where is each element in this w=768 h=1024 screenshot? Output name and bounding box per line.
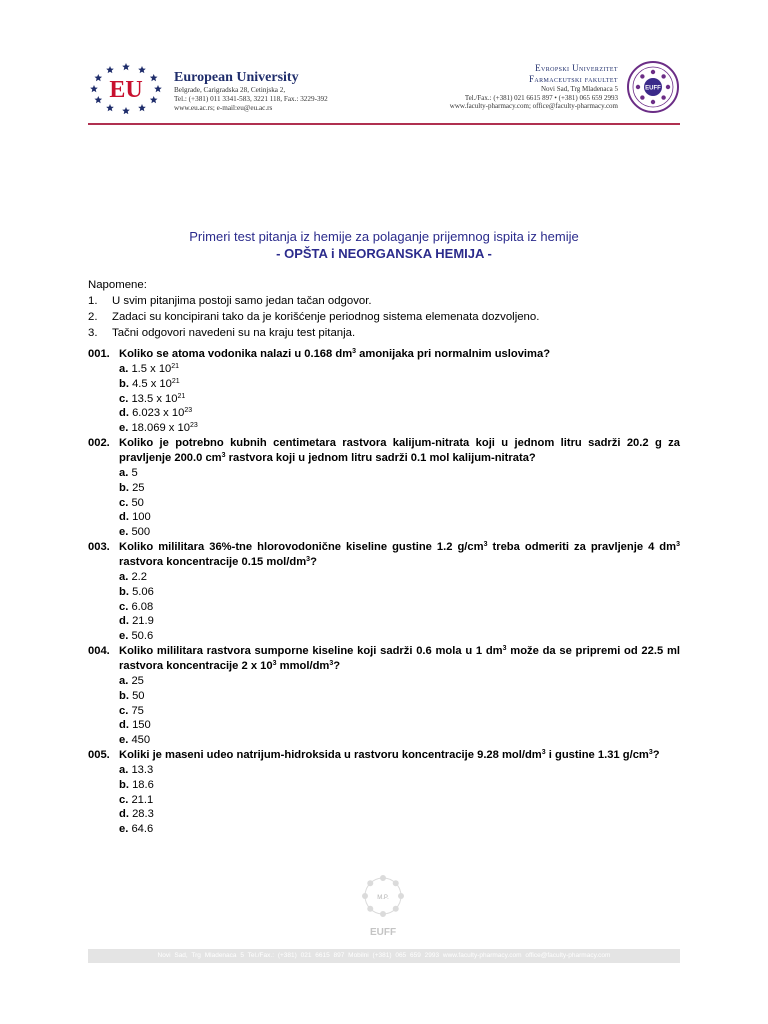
stamp-logo-text: EUFF <box>369 927 397 938</box>
note-item <box>88 293 688 309</box>
question-text-part: i gustine 1.31 g/cm <box>545 748 649 761</box>
answer-letter: b. <box>119 481 129 494</box>
seal-dot <box>398 893 404 899</box>
answer-option <box>88 822 680 837</box>
faculty-contact-block <box>378 63 618 111</box>
note-text: Tačni odgovori navedeni su na kraju test pitanja. <box>112 327 356 339</box>
answer-option <box>88 362 680 377</box>
question-text-part: ? <box>652 748 660 761</box>
answer-option <box>88 585 680 600</box>
answer-letter: a. <box>119 363 129 375</box>
question-text <box>88 644 680 674</box>
answer-letter: e. <box>119 823 129 836</box>
seal-dot <box>661 74 665 78</box>
answer-letter: b. <box>119 689 129 702</box>
answer-letter: d. <box>119 511 129 524</box>
question-text-part: ? <box>310 555 317 568</box>
answer-value: 5 <box>131 466 138 479</box>
answer-letter: e. <box>119 422 129 435</box>
footer-contact-bar: Novi Sad, Trg Mladenaca 5 Tel./Fax.: (+381) 021 6615 897 Mobilni (+381) 065 659 2993 www.faculty-pharmacy.com office@faculty-pharmacy.com <box>88 949 680 963</box>
faculty-phone: Tel./Fax.: (+381) 021 6615 897 • (+381) 065 659 2993 <box>464 93 618 102</box>
note-text: Zadaci su koncipirani tako da je korišćenje periodnog sistema elemenata dozvoljeno. <box>112 311 540 323</box>
seal-dot <box>651 70 655 74</box>
question-text <box>88 436 680 466</box>
answer-option <box>88 466 680 481</box>
answer-value: 50.6 <box>131 630 154 643</box>
question-item <box>88 644 680 748</box>
star-icon <box>150 96 158 103</box>
answer-letter: a. <box>119 674 129 687</box>
seal-dot <box>367 906 373 912</box>
answer-value: 25 <box>132 481 145 494</box>
answer-letter: c. <box>119 600 129 613</box>
seal-dot <box>380 875 386 881</box>
answer-letter: e. <box>119 734 129 747</box>
faded-seal-watermark-icon <box>350 866 416 940</box>
eu-name: European University <box>174 70 299 85</box>
answer-exponent: 21 <box>171 363 180 370</box>
star-icon <box>154 85 162 92</box>
answer-option <box>88 525 680 540</box>
answer-option <box>88 570 680 585</box>
eu-web: www.eu.ac.rs; e-mail:eu@eu.ac.rs <box>174 104 273 112</box>
faculty-university-name: Evropski Univerzitet <box>535 63 618 73</box>
answer-option <box>88 793 680 808</box>
question-text-part: amonijaka pri normalnim uslovima? <box>356 348 551 360</box>
question-text-part: rastvora koncentracije 0.15 mol/dm <box>119 555 307 568</box>
answer-value: 25 <box>131 674 144 687</box>
seal-dot <box>640 95 644 99</box>
answer-value: 13.5 x 10 <box>131 392 178 405</box>
seal-dot <box>661 95 665 99</box>
answer-letter: c. <box>119 704 129 717</box>
answer-value: 1.5 x 10 <box>131 363 172 375</box>
question-item <box>88 748 680 837</box>
answer-letter: a. <box>119 466 129 479</box>
answer-value: 5.06 <box>132 585 154 598</box>
answer-letter: d. <box>119 615 129 628</box>
note-number: 1. <box>88 295 98 307</box>
answer-option <box>88 510 680 525</box>
question-text <box>88 748 680 763</box>
answer-value: 64.6 <box>131 823 154 836</box>
seal-dot <box>636 85 640 89</box>
note-number: 2. <box>88 311 98 323</box>
answer-exponent: 23 <box>184 407 193 415</box>
answer-value: 50 <box>131 496 144 509</box>
superscript: 3 <box>541 748 546 756</box>
star-icon <box>90 85 98 92</box>
title-line-2: - OPŠTA i NEORGANSKA HEMIJA - <box>276 246 492 261</box>
superscript: 3 <box>648 748 653 756</box>
answer-letter: a. <box>119 763 129 776</box>
star-icon <box>94 96 102 103</box>
answer-letter: a. <box>119 570 129 583</box>
question-text-part: može da se pripremi od 22.5 ml rastvora koncentracije 2 x 10 <box>119 644 680 672</box>
star-icon <box>138 66 146 73</box>
question-text-part: mmol/dm <box>276 659 330 672</box>
star-icon <box>122 63 130 70</box>
letterhead <box>88 60 680 122</box>
stamp-text: M.P. <box>377 895 389 901</box>
question-number: 005. <box>88 748 110 761</box>
seal-dot <box>393 906 399 912</box>
seal-dot <box>393 880 399 886</box>
answer-value: 150 <box>132 719 151 732</box>
superscript: 3 <box>352 348 357 355</box>
question-text-part: Koliko mililitara rastvora sumporne kiseline koji sadrži 0.6 mola u 1 dm <box>119 644 503 657</box>
faculty-pharmacy-seal-icon <box>626 60 680 114</box>
seal-dot <box>640 74 644 78</box>
answer-option <box>88 377 680 392</box>
answer-value: 18.6 <box>132 778 154 791</box>
star-icon <box>138 104 146 111</box>
star-icon <box>150 74 158 81</box>
seal-dot <box>367 880 373 886</box>
question-text-part: Koliko se atoma vodonika nalazi u 0.168 dm <box>119 348 353 360</box>
answer-letter: b. <box>119 585 129 598</box>
eu-logo-text: EU <box>109 77 143 103</box>
answer-letter: c. <box>119 496 129 509</box>
answer-letter: b. <box>119 778 129 791</box>
eu-address: Belgrade, Carigradska 28, Cetinjska 2, <box>174 86 286 94</box>
answer-exponent: 21 <box>177 392 186 400</box>
answer-value: 450 <box>131 734 151 747</box>
faculty-seal-text: EUFF <box>645 85 661 92</box>
answer-option <box>88 421 680 436</box>
answer-exponent: 21 <box>171 377 180 385</box>
faculty-web: www.faculty-pharmacy.com; office@faculty-pharmacy.com <box>449 102 618 110</box>
superscript: 3 <box>676 540 680 548</box>
superscript: 3 <box>483 540 488 548</box>
answer-option <box>88 689 680 704</box>
notes-heading: Napomene: <box>88 279 147 291</box>
answer-value: 6.08 <box>131 600 154 613</box>
question-text <box>88 540 680 570</box>
answer-value: 18.069 x 10 <box>131 422 190 435</box>
question-number: 003. <box>88 540 110 553</box>
answer-value: 28.3 <box>132 808 154 821</box>
seal-dot <box>651 100 655 104</box>
answer-exponent: 23 <box>189 422 198 430</box>
answer-value: 6.023 x 10 <box>132 407 185 420</box>
answer-option <box>88 496 680 511</box>
note-text: U svim pitanjima postoji samo jedan tačan odgovor. <box>112 295 372 307</box>
question-text-part: ? <box>333 659 341 672</box>
note-item <box>88 309 688 325</box>
answer-letter: c. <box>119 793 129 806</box>
question-text-part: Koliki je maseni udeo natrijum-hidroksida u rastvoru koncentracije 9.28 mol/dm <box>119 748 542 761</box>
answer-value: 4.5 x 10 <box>132 377 172 390</box>
answer-option <box>88 704 680 719</box>
question-number: 001. <box>88 348 110 360</box>
note-item <box>88 325 688 341</box>
answer-letter: b. <box>119 377 129 390</box>
superscript: 3 <box>306 555 311 563</box>
eu-stars-logo <box>88 62 164 114</box>
answer-option <box>88 406 680 421</box>
answer-value: 50 <box>132 689 145 702</box>
answer-letter: e. <box>119 630 129 643</box>
question-text <box>88 347 680 362</box>
question-text-part: Koliko je potrebno kubnih centimetara rastvora kalijum-nitrata koji u jednom litru sadrži 20.2 g za pravljenje 200.0 cm <box>119 436 680 464</box>
answer-letter: d. <box>119 407 129 420</box>
star-icon <box>94 74 102 81</box>
seal-dot <box>380 911 386 917</box>
star-icon <box>122 107 130 114</box>
page-title <box>88 228 680 262</box>
answer-value: 100 <box>132 511 151 524</box>
question-text-part: treba odmeriti za pravljenje 4 dm <box>487 540 677 553</box>
star-icon <box>106 104 114 111</box>
eu-phone: Tel.: (+381) 011 3341-583, 3221 118, Fax.: 3229-392 <box>174 95 328 103</box>
question-item <box>88 347 680 436</box>
answer-letter: e. <box>119 526 129 539</box>
question-number: 002. <box>88 436 110 449</box>
answer-value: 21.9 <box>132 615 154 628</box>
answer-option <box>88 629 680 644</box>
superscript: 3 <box>221 451 226 459</box>
superscript: 3 <box>502 644 507 652</box>
header-divider <box>88 123 680 125</box>
answer-option <box>88 600 680 615</box>
notes-section <box>88 277 688 341</box>
title-line-1: Primeri test pitanja iz hemije za polaganje prijemnog ispita iz hemije <box>189 229 579 244</box>
answer-option <box>88 674 680 689</box>
question-list <box>88 347 680 837</box>
question-text-part: Koliko mililitara 36%-tne hlorovodonične kiseline gustine 1.2 g/cm <box>119 540 484 553</box>
question-item <box>88 436 680 540</box>
answer-letter: d. <box>119 719 129 732</box>
answer-value: 75 <box>131 704 144 717</box>
note-number: 3. <box>88 327 98 339</box>
faculty-address: Novi Sad, Trg Mladenaca 5 <box>540 85 618 93</box>
seal-dot <box>666 85 670 89</box>
answer-value: 21.1 <box>131 793 154 806</box>
answer-letter: c. <box>119 392 129 405</box>
answer-letter: d. <box>119 808 129 821</box>
answer-option <box>88 718 680 733</box>
star-icon <box>106 66 114 73</box>
answer-option <box>88 807 680 822</box>
answer-value: 2.2 <box>131 570 148 583</box>
answer-option <box>88 778 680 793</box>
answer-option <box>88 481 680 496</box>
superscript: 3 <box>329 659 334 667</box>
question-number: 004. <box>88 644 110 657</box>
answer-option <box>88 392 680 407</box>
question-text-part: rastvora koji u jednom litru sadrži 0.1 mol kalijum-nitrata? <box>225 451 536 464</box>
answer-option <box>88 763 680 778</box>
answer-option <box>88 614 680 629</box>
question-item <box>88 540 680 644</box>
superscript: 3 <box>272 659 277 667</box>
answer-value: 500 <box>131 526 151 539</box>
answer-option <box>88 733 680 748</box>
seal-dot <box>362 893 368 899</box>
faculty-name: Farmaceutski fakultet <box>529 74 618 84</box>
answer-value: 13.3 <box>131 763 154 776</box>
